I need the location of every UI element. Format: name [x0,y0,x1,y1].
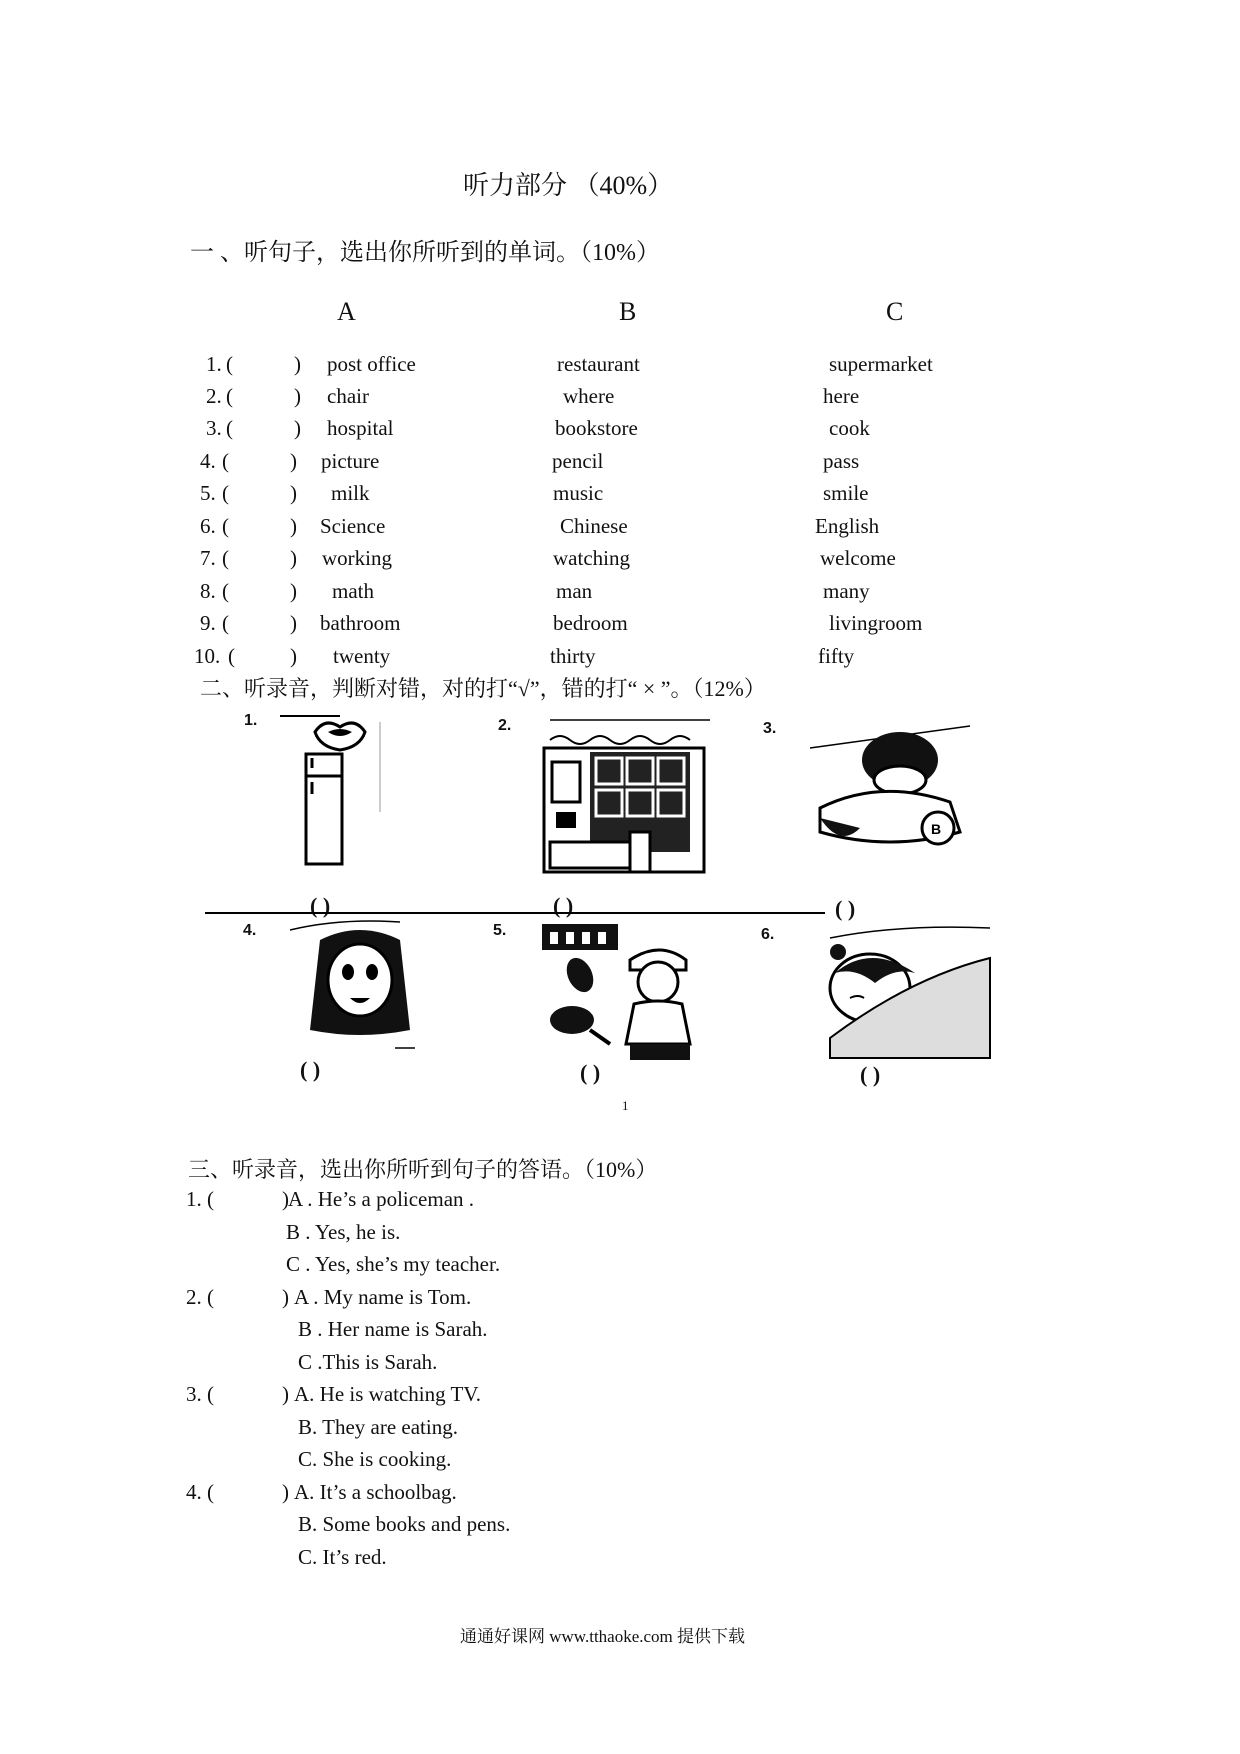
option-a: bathroom [320,611,401,635]
option-a: hospital [327,416,394,440]
answer-option: C. She is cooking. [298,1447,452,1471]
footer-download-note: 通通好课网 www.tthaoke.com 提供下载 [460,1627,746,1646]
question-number[interactable]: 4. ( [186,1479,214,1504]
item-number: 10. [194,644,221,668]
answer-bracket-close[interactable]: ) [290,449,297,473]
picture-1-number: 1. [244,712,258,729]
option-b: bookstore [555,416,638,440]
item-number: 4. [200,449,216,473]
option-b: man [556,579,593,603]
option-a: post office [327,352,416,376]
option-c: fifty [818,644,855,668]
picture-2-room [530,712,720,882]
question-bracket-close[interactable]: ) [282,1284,289,1309]
picture-1-answer-bracket[interactable]: ( ) [310,893,331,918]
picture-1-fridge [240,712,420,872]
answer-option: C. It’s red. [298,1544,387,1569]
picture-5-number: 5. [493,922,507,939]
answer-bracket-close[interactable]: ) [294,416,301,440]
item-number: 2. [206,384,222,408]
answer-bracket-close[interactable]: ) [290,611,297,635]
picture-4-girl [280,910,440,1060]
column-c-header: C [886,297,904,326]
picture-5-answer-bracket[interactable]: ( ) [580,1060,601,1085]
item-number: 1. [206,352,222,376]
item-number: 7. [200,546,216,570]
picture-4-answer-bracket[interactable]: ( ) [300,1057,321,1082]
picture-6-answer-bracket[interactable]: ( ) [860,1062,881,1087]
item-number: 5. [200,481,216,505]
answer-bracket-close[interactable]: ) [290,514,297,538]
option-b: thirty [550,644,596,668]
option-a: math [332,579,374,603]
answer-bracket-close[interactable]: ) [290,579,297,603]
option-b: pencil [552,449,604,473]
page-mark: 1 [622,1098,629,1113]
option-b: music [553,481,604,505]
item-number: 9. [200,611,216,635]
section1-heading: 一 、听句子，选出你所听到的单词。（10%） [190,240,660,266]
option-a: picture [321,449,380,473]
option-c: supermarket [829,352,933,376]
picture-6-number: 6. [761,926,775,943]
option-b: watching [553,546,630,570]
option-c: livingroom [829,611,923,635]
section2-heading: 二、听录音，判断对错，对的打“√”，错的打“ × ”。（12%） [200,676,766,701]
answer-bracket-close[interactable]: ) [290,546,297,570]
answer-bracket-open[interactable]: ( [222,449,229,473]
item-number: 6. [200,514,216,538]
question-bracket-close[interactable]: ) [282,1479,289,1504]
question-bracket-close[interactable]: ) [282,1187,289,1211]
option-c: pass [823,449,860,473]
answer-option: A . My name is Tom. [294,1284,472,1309]
question-bracket-close[interactable]: ) [282,1382,289,1406]
option-c: many [823,579,870,603]
option-a: Science [320,514,386,538]
picture-3-number: 3. [763,720,777,737]
option-b: bedroom [553,611,628,635]
picture-5-cook [530,920,720,1070]
picture-3-answer-bracket[interactable]: ( ) [835,896,856,921]
option-a: chair [327,384,369,408]
answer-bracket-open[interactable]: ( [222,514,229,538]
answer-bracket-open[interactable]: ( [222,481,229,505]
picture-2-answer-bracket[interactable]: ( ) [553,893,574,918]
picture-6-sleeping-boy [810,918,1010,1068]
answer-bracket-close[interactable]: ) [294,352,301,376]
question-number[interactable]: 2. ( [186,1284,214,1309]
answer-bracket-open[interactable]: ( [226,384,233,408]
page-title: 听力部分 （40%） [463,171,674,200]
answer-option: B. Some books and pens. [298,1512,511,1536]
answer-bracket-close[interactable]: ) [290,481,297,505]
option-c: welcome [820,546,896,570]
option-c: English [815,514,880,538]
picture-2-number: 2. [498,717,512,734]
picture-4-number: 4. [243,922,257,939]
section3-heading: 三、听录音，选出你所听到句子的答语。（10%） [188,1157,658,1182]
column-a-header: A [337,297,356,326]
option-b: where [563,384,615,408]
answer-bracket-close[interactable]: ) [294,384,301,408]
answer-bracket-open[interactable]: ( [226,416,233,440]
option-b: restaurant [557,352,640,376]
answer-bracket-open[interactable]: ( [222,546,229,570]
item-number: 3. [206,416,222,440]
answer-bracket-open[interactable]: ( [222,611,229,635]
answer-bracket-open[interactable]: ( [226,352,233,376]
option-a: working [322,546,392,570]
option-a: milk [331,481,370,505]
answer-option: A . He’s a policeman . [288,1187,475,1211]
answer-bracket-open[interactable]: ( [228,644,235,668]
answer-bracket-close[interactable]: ) [290,644,297,668]
answer-option: A. He is watching TV. [294,1382,482,1406]
option-c: here [823,384,860,408]
answer-option: B . Her name is Sarah. [298,1317,488,1341]
answer-option: C . Yes, she’s my teacher. [286,1252,501,1276]
picture-3-boy-reading [790,718,990,858]
column-b-header: B [619,297,637,326]
svg-text:B: B [931,821,942,837]
answer-option: B . Yes, he is. [286,1219,401,1244]
question-number[interactable]: 1. ( [186,1187,214,1211]
option-c: smile [823,481,869,505]
option-b: Chinese [560,514,628,538]
answer-bracket-open[interactable]: ( [222,579,229,603]
answer-option: C .This is Sarah. [298,1349,438,1374]
answer-option: A. It’s a schoolbag. [294,1479,457,1504]
option-c: cook [829,416,870,440]
answer-option: B. They are eating. [298,1414,458,1439]
question-number[interactable]: 3. ( [186,1382,214,1406]
option-a: twenty [333,644,391,668]
item-number: 8. [200,579,216,603]
